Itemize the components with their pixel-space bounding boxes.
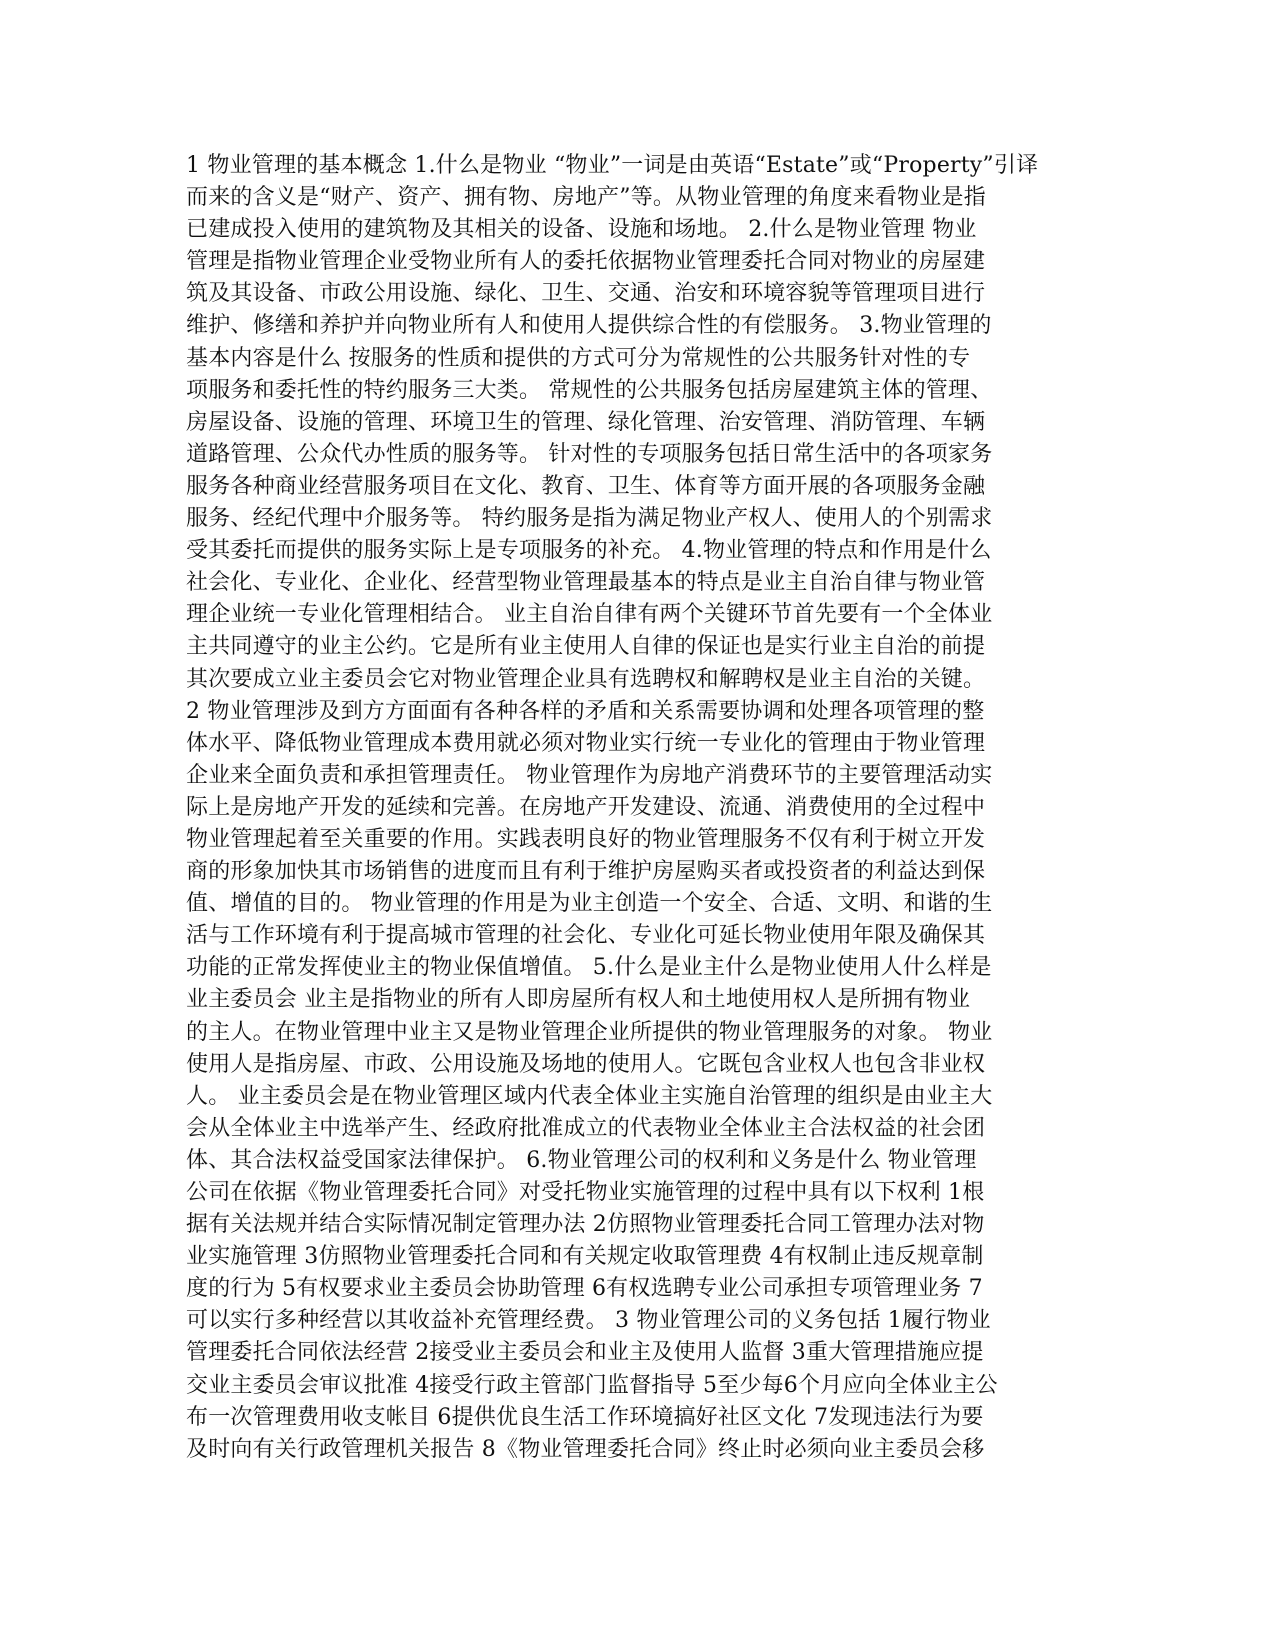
text-line: 交业主委员会审议批准 4接受行政主管部门监督指导 5至少每6个月应向全体业主公 bbox=[186, 1372, 998, 1398]
text-line: 1 物业管理的基本概念 1.什么是物业 “物业”一词是由英语“Estate”或“Property”引译 bbox=[186, 153, 1039, 178]
text-line: 主共同遵守的业主公约。它是所有业主使用人自律的保证也是实行业主自治的前提 bbox=[186, 634, 986, 660]
text-line: 可以实行多种经营以其收益补充管理经费。 3 物业管理公司的义务包括 1履行物业 bbox=[186, 1308, 991, 1334]
text-line: 的主人。在物业管理中业主又是物业管理企业所提供的物业管理服务的对象。 物业 bbox=[186, 1019, 993, 1045]
text-line: 公司在依据《物业管理委托合同》对受托物业实施管理的过程中具有以下权利 1根 bbox=[186, 1180, 985, 1205]
text-line: 而来的含义是“财产、资产、拥有物、房地产”等。从物业管理的角度来看物业是指 bbox=[186, 185, 986, 211]
text-line: 业主委员会 业主是指物业的所有人即房屋所有权人和土地使用权人是所拥有物业 bbox=[186, 987, 971, 1013]
text-line: 2 物业管理涉及到方方面面有各种各样的矛盾和关系需要协调和处理各项管理的整 bbox=[186, 698, 985, 724]
text-line: 业实施管理 3仿照物业管理委托合同和有关规定收取管理费 4有权制止违反规章制 bbox=[186, 1244, 984, 1270]
text-line: 维护、修缮和养护并向物业所有人和使用人提供综合性的有偿服务。 3.物业管理的 bbox=[186, 313, 992, 339]
text-line: 使用人是指房屋、市政、公用设施及场地的使用人。它既包含业权人也包含非业权 bbox=[186, 1051, 986, 1077]
text-line: 体水平、降低物业管理成本费用就必须对物业实行统一专业化的管理由于物业管理 bbox=[186, 730, 986, 756]
text-line: 房屋设备、设施的管理、环境卫生的管理、绿化管理、治安管理、消防管理、车辆 bbox=[186, 409, 986, 435]
text-line: 企业来全面负责和承担管理责任。 物业管理作为房地产消费环节的主要管理活动实 bbox=[186, 762, 993, 788]
text-line: 受其委托而提供的服务实际上是专项服务的补充。 4.物业管理的特点和作用是什么 bbox=[186, 538, 992, 564]
text-line: 商的形象加快其市场销售的进度而且有利于维护房屋购买者或投资者的利益达到保 bbox=[186, 859, 986, 885]
text-line: 服务各种商业经营服务项目在文化、教育、卫生、体育等方面开展的各项服务金融 bbox=[186, 473, 986, 499]
text-line: 已建成投入使用的建筑物及其相关的设备、设施和场地。 2.什么是物业管理 物业 bbox=[186, 217, 977, 243]
text-line: 活与工作环境有利于提高城市管理的社会化、专业化可延长物业使用年限及确保其 bbox=[186, 923, 986, 949]
text-line: 体、其合法权益受国家法律保护。 6.物业管理公司的权利和义务是什么 物业管理 bbox=[186, 1147, 977, 1173]
text-line: 社会化、专业化、企业化、经营型物业管理最基本的特点是业主自治自律与物业管 bbox=[186, 570, 986, 596]
text-line: 据有关法规并结合实际情况制定管理办法 2仿照物业管理委托合同工管理办法对物 bbox=[186, 1212, 985, 1238]
text-line: 管理委托合同依法经营 2接受业主委员会和业主及使用人监督 3重大管理措施应提 bbox=[186, 1340, 984, 1366]
text-line: 会从全体业主中选举产生、经政府批准成立的代表物业全体业主合法权益的社会团 bbox=[186, 1115, 986, 1141]
text-line: 际上是房地产开发的延续和完善。在房地产开发建设、流通、消费使用的全过程中 bbox=[186, 794, 986, 820]
text-line: 基本内容是什么 按服务的性质和提供的方式可分为常规性的公共服务针对性的专 bbox=[186, 345, 971, 371]
text-line: 管理是指物业管理企业受物业所有人的委托依据物业管理委托合同对物业的房屋建 bbox=[186, 249, 986, 275]
text-line: 布一次管理费用收支帐目 6提供优良生活工作环境搞好社区文化 7发现违法行为要 bbox=[186, 1404, 984, 1430]
text-line: 其次要成立业主委员会它对物业管理企业具有选聘权和解聘权是业主自治的关键。 bbox=[186, 666, 986, 692]
text-line: 度的行为 5有权要求业主委员会协助管理 6有权选聘专业公司承担专项管理业务 7 bbox=[186, 1276, 983, 1302]
text-line: 值、增值的目的。 物业管理的作用是为业主创造一个安全、合适、文明、和谐的生 bbox=[186, 891, 993, 917]
text-line: 及时向有关行政管理机关报告 8《物业管理委托合同》终止时必须向业主委员会移 bbox=[186, 1436, 985, 1462]
body-text bbox=[186, 150, 1096, 1466]
text-line: 筑及其设备、市政公用设施、绿化、卫生、交通、治安和环境容貌等管理项目进行 bbox=[186, 281, 986, 307]
text-line: 理企业统一专业化管理相结合。 业主自治自律有两个关键环节首先要有一个全体业 bbox=[186, 602, 993, 628]
text-line: 物业管理起着至关重要的作用。实践表明良好的物业管理服务不仅有利于树立开发 bbox=[186, 826, 986, 852]
text-line: 项服务和委托性的特约服务三大类。 常规性的公共服务包括房屋建筑主体的管理、 bbox=[186, 377, 993, 403]
text-line: 道路管理、公众代办性质的服务等。 针对性的专项服务包括日常生活中的各项家务 bbox=[186, 441, 993, 467]
text-line: 人。 业主委员会是在物业管理区域内代表全体业主实施自治管理的组织是由业主大 bbox=[186, 1083, 993, 1109]
text-line: 服务、经纪代理中介服务等。 特约服务是指为满足物业产权人、使用人的个别需求 bbox=[186, 506, 993, 532]
text-line: 功能的正常发挥使业主的物业保值增值。 5.什么是业主什么是物业使用人什么样是 bbox=[186, 955, 992, 981]
